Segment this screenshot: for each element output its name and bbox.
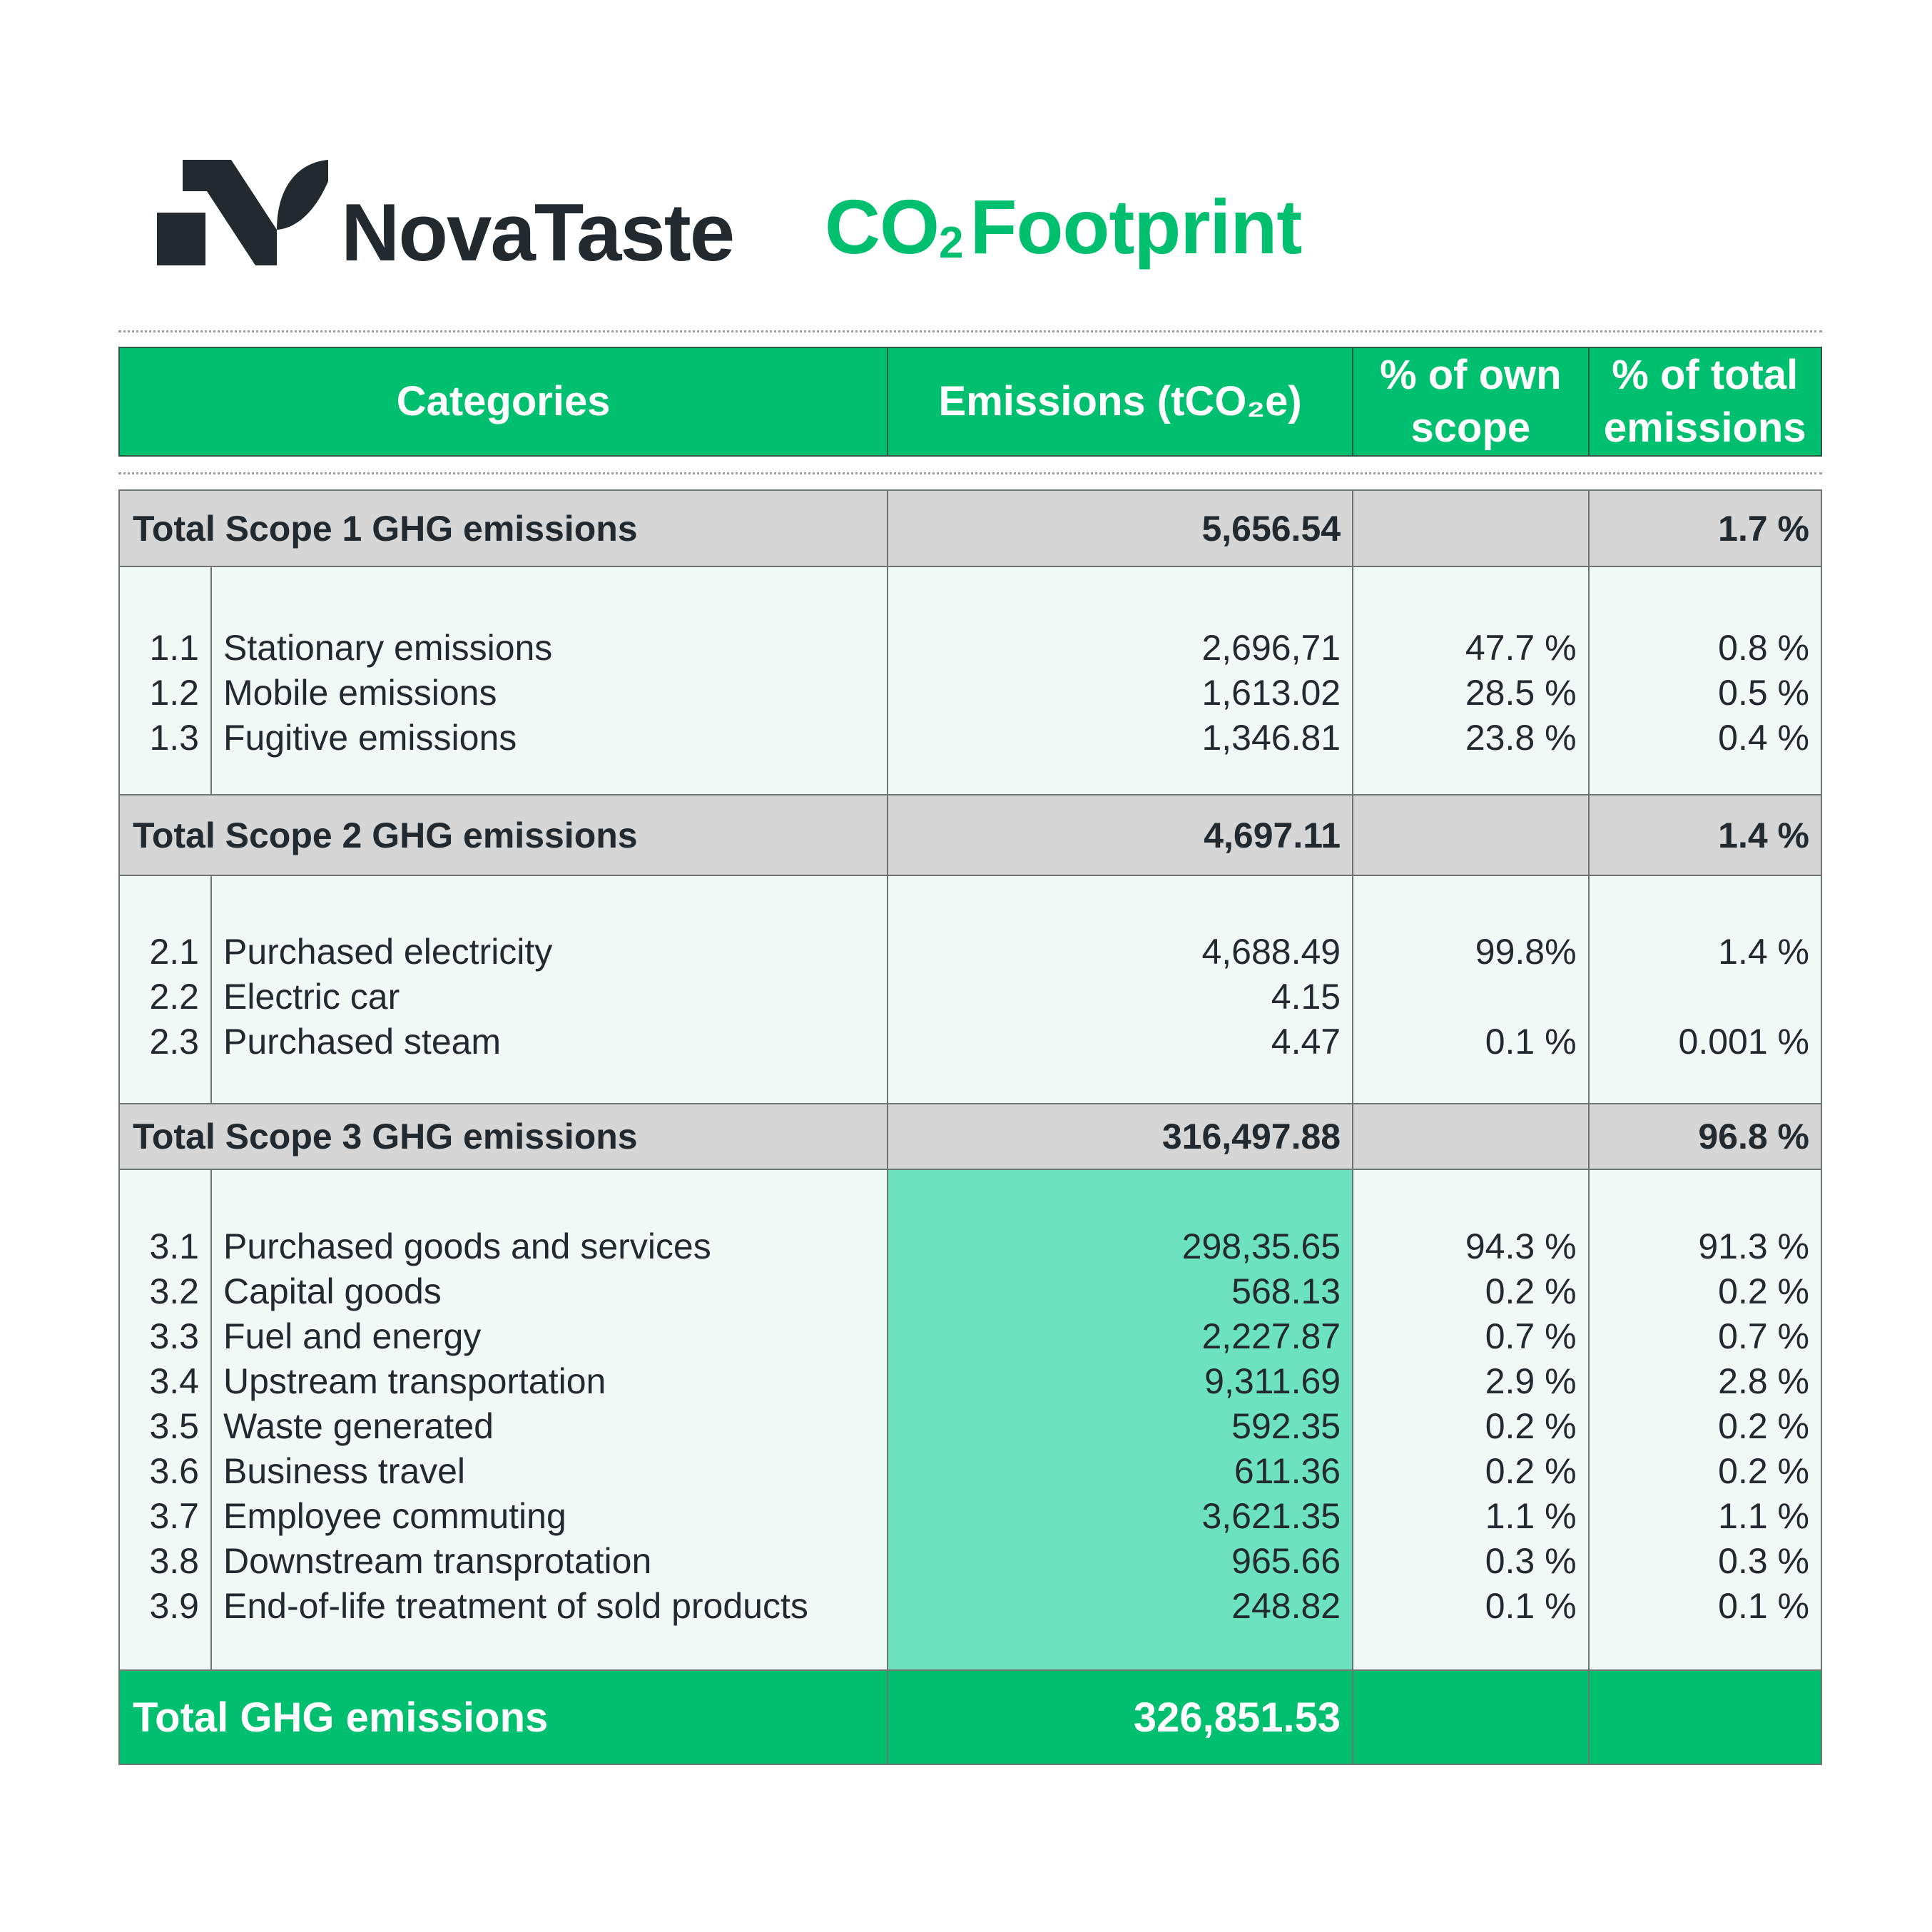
header-emissions: Emissions (tCO₂e) bbox=[887, 348, 1352, 455]
item-label: Fugitive emissions bbox=[223, 718, 517, 758]
item-emissions: 9,311.69 bbox=[1204, 1361, 1341, 1401]
item-id: 2.1 bbox=[149, 932, 199, 972]
page-title bbox=[825, 183, 1302, 270]
scope-emissions: 5,656.54 bbox=[887, 491, 1352, 566]
item-own: 0.2 % bbox=[1485, 1406, 1577, 1446]
scope-total: 1.4 % bbox=[1588, 795, 1821, 875]
item-own: 0.2 % bbox=[1485, 1271, 1577, 1311]
brand-name: NovaTaste bbox=[341, 188, 734, 278]
item-id: 3.6 bbox=[149, 1451, 199, 1491]
item-own: 0.1 % bbox=[1485, 1022, 1577, 1062]
scope-total: 96.8 % bbox=[1588, 1104, 1821, 1169]
item-label: Capital goods bbox=[223, 1271, 442, 1311]
item-total: 0.3 % bbox=[1718, 1541, 1809, 1581]
title-co: CO bbox=[825, 183, 939, 270]
item-own: 2.9 % bbox=[1485, 1361, 1577, 1401]
item-id: 3.7 bbox=[149, 1496, 199, 1536]
item-label: Purchased steam bbox=[223, 1022, 502, 1062]
item-emissions: 965.66 bbox=[1231, 1541, 1341, 1581]
item-id: 3.1 bbox=[149, 1226, 199, 1266]
total-own-empty bbox=[1352, 1671, 1587, 1764]
item-id: 3.9 bbox=[149, 1586, 199, 1626]
item-own: 23.8 % bbox=[1465, 718, 1577, 758]
title-footprint: Footprint bbox=[970, 183, 1302, 270]
item-id: 1.3 bbox=[149, 718, 199, 758]
item-label: Business travel bbox=[223, 1451, 466, 1491]
item-label: Employee commuting bbox=[223, 1496, 566, 1536]
item-emissions: 592.35 bbox=[1231, 1406, 1341, 1446]
item-id: 1.1 bbox=[149, 628, 199, 668]
scope-own bbox=[1352, 1104, 1587, 1169]
item-total: 0.5 % bbox=[1718, 673, 1809, 713]
title-subscript: 2 bbox=[939, 218, 963, 268]
item-own: 1.1 % bbox=[1485, 1496, 1577, 1536]
item-label: Waste generated bbox=[223, 1406, 494, 1446]
item-total: 1.1 % bbox=[1718, 1496, 1809, 1536]
item-own: 94.3 % bbox=[1465, 1226, 1577, 1266]
item-id: 3.2 bbox=[149, 1271, 199, 1311]
scope-2-detail-row bbox=[120, 876, 1821, 1103]
item-label: Mobile emissions bbox=[223, 673, 497, 713]
item-emissions: 2,696,71 bbox=[1201, 628, 1341, 668]
item-total: 0.4 % bbox=[1718, 718, 1809, 758]
item-total: 0.2 % bbox=[1718, 1451, 1809, 1491]
item-own: 0.1 % bbox=[1485, 1586, 1577, 1626]
item-total: 0.2 % bbox=[1718, 1271, 1809, 1311]
item-label: End-of-life treatment of sold products bbox=[223, 1586, 808, 1626]
novataste-logo-icon bbox=[157, 160, 328, 265]
total-label: Total GHG emissions bbox=[133, 1694, 549, 1741]
item-id: 2.3 bbox=[149, 1022, 199, 1062]
item-emissions: 4.15 bbox=[1271, 977, 1341, 1017]
item-total: 0.1 % bbox=[1718, 1586, 1809, 1626]
item-id: 3.3 bbox=[149, 1316, 199, 1356]
total-share-empty bbox=[1588, 1671, 1821, 1764]
item-id: 2.2 bbox=[149, 977, 199, 1017]
item-own bbox=[1353, 975, 1587, 1020]
table-header bbox=[118, 347, 1822, 457]
item-total: 0.001 % bbox=[1678, 1022, 1809, 1062]
item-total: 0.8 % bbox=[1718, 628, 1809, 668]
item-label: Purchased goods and services bbox=[223, 1226, 711, 1266]
item-emissions: 1,346.81 bbox=[1201, 718, 1341, 758]
item-emissions: 3,621.35 bbox=[1201, 1496, 1341, 1536]
header-categories: Categories bbox=[396, 377, 611, 424]
item-total: 2.8 % bbox=[1718, 1361, 1809, 1401]
item-label: Upstream transportation bbox=[223, 1361, 606, 1401]
header-own-scope: % of own scope bbox=[1352, 348, 1587, 455]
item-label: Stationary emissions bbox=[223, 628, 553, 668]
scope-emissions: 316,497.88 bbox=[887, 1104, 1352, 1169]
highlighted-emissions-cell bbox=[887, 1170, 1352, 1669]
total-emissions: 326,851.53 bbox=[887, 1671, 1352, 1764]
item-total: 1.4 % bbox=[1718, 932, 1809, 972]
dotted-divider-mid bbox=[118, 472, 1822, 474]
item-own: 28.5 % bbox=[1465, 673, 1577, 713]
item-emissions: 248.82 bbox=[1231, 1586, 1341, 1626]
scope-1-detail-row bbox=[120, 567, 1821, 794]
scope-title: Total Scope 1 GHG emissions bbox=[133, 508, 638, 549]
item-emissions: 611.36 bbox=[1234, 1451, 1341, 1491]
item-total: 91.3 % bbox=[1698, 1226, 1809, 1266]
item-label: Downstream transprotation bbox=[223, 1541, 652, 1581]
item-own: 99.8% bbox=[1475, 932, 1577, 972]
scope-3-detail-row bbox=[120, 1170, 1821, 1669]
item-own: 0.7 % bbox=[1485, 1316, 1577, 1356]
item-id: 1.2 bbox=[149, 673, 199, 713]
scope-own bbox=[1352, 795, 1587, 875]
scope-title: Total Scope 2 GHG emissions bbox=[133, 815, 638, 855]
item-label: Purchased electricity bbox=[223, 932, 553, 972]
scope-2-total-row bbox=[120, 795, 1821, 875]
scope-own bbox=[1352, 491, 1587, 566]
item-id: 3.4 bbox=[149, 1361, 199, 1401]
item-label: Electric car bbox=[223, 977, 400, 1017]
item-emissions: 4,688.49 bbox=[1201, 932, 1341, 972]
header-total-emissions: % of total emissions bbox=[1588, 348, 1821, 455]
item-total bbox=[1590, 975, 1821, 1020]
dotted-divider-top bbox=[118, 330, 1822, 332]
emissions-table bbox=[118, 489, 1822, 1765]
scope-total: 1.7 % bbox=[1588, 491, 1821, 566]
item-total: 0.2 % bbox=[1718, 1406, 1809, 1446]
total-ghg-row bbox=[120, 1671, 1821, 1764]
scope-3-total-row bbox=[120, 1104, 1821, 1169]
item-emissions: 1,613.02 bbox=[1201, 673, 1341, 713]
item-emissions: 298,35.65 bbox=[1181, 1226, 1341, 1266]
item-id: 3.8 bbox=[149, 1541, 199, 1581]
item-emissions: 568.13 bbox=[1231, 1271, 1341, 1311]
item-emissions: 2,227.87 bbox=[1201, 1316, 1341, 1356]
item-emissions: 4.47 bbox=[1271, 1022, 1341, 1062]
item-id: 3.5 bbox=[149, 1406, 199, 1446]
item-total: 0.7 % bbox=[1718, 1316, 1809, 1356]
scope-1-total-row bbox=[120, 491, 1821, 566]
item-own: 47.7 % bbox=[1465, 628, 1577, 668]
scope-emissions: 4,697.11 bbox=[887, 795, 1352, 875]
item-own: 0.2 % bbox=[1485, 1451, 1577, 1491]
scope-title: Total Scope 3 GHG emissions bbox=[133, 1117, 638, 1156]
item-own: 0.3 % bbox=[1485, 1541, 1577, 1581]
item-label: Fuel and energy bbox=[223, 1316, 482, 1356]
